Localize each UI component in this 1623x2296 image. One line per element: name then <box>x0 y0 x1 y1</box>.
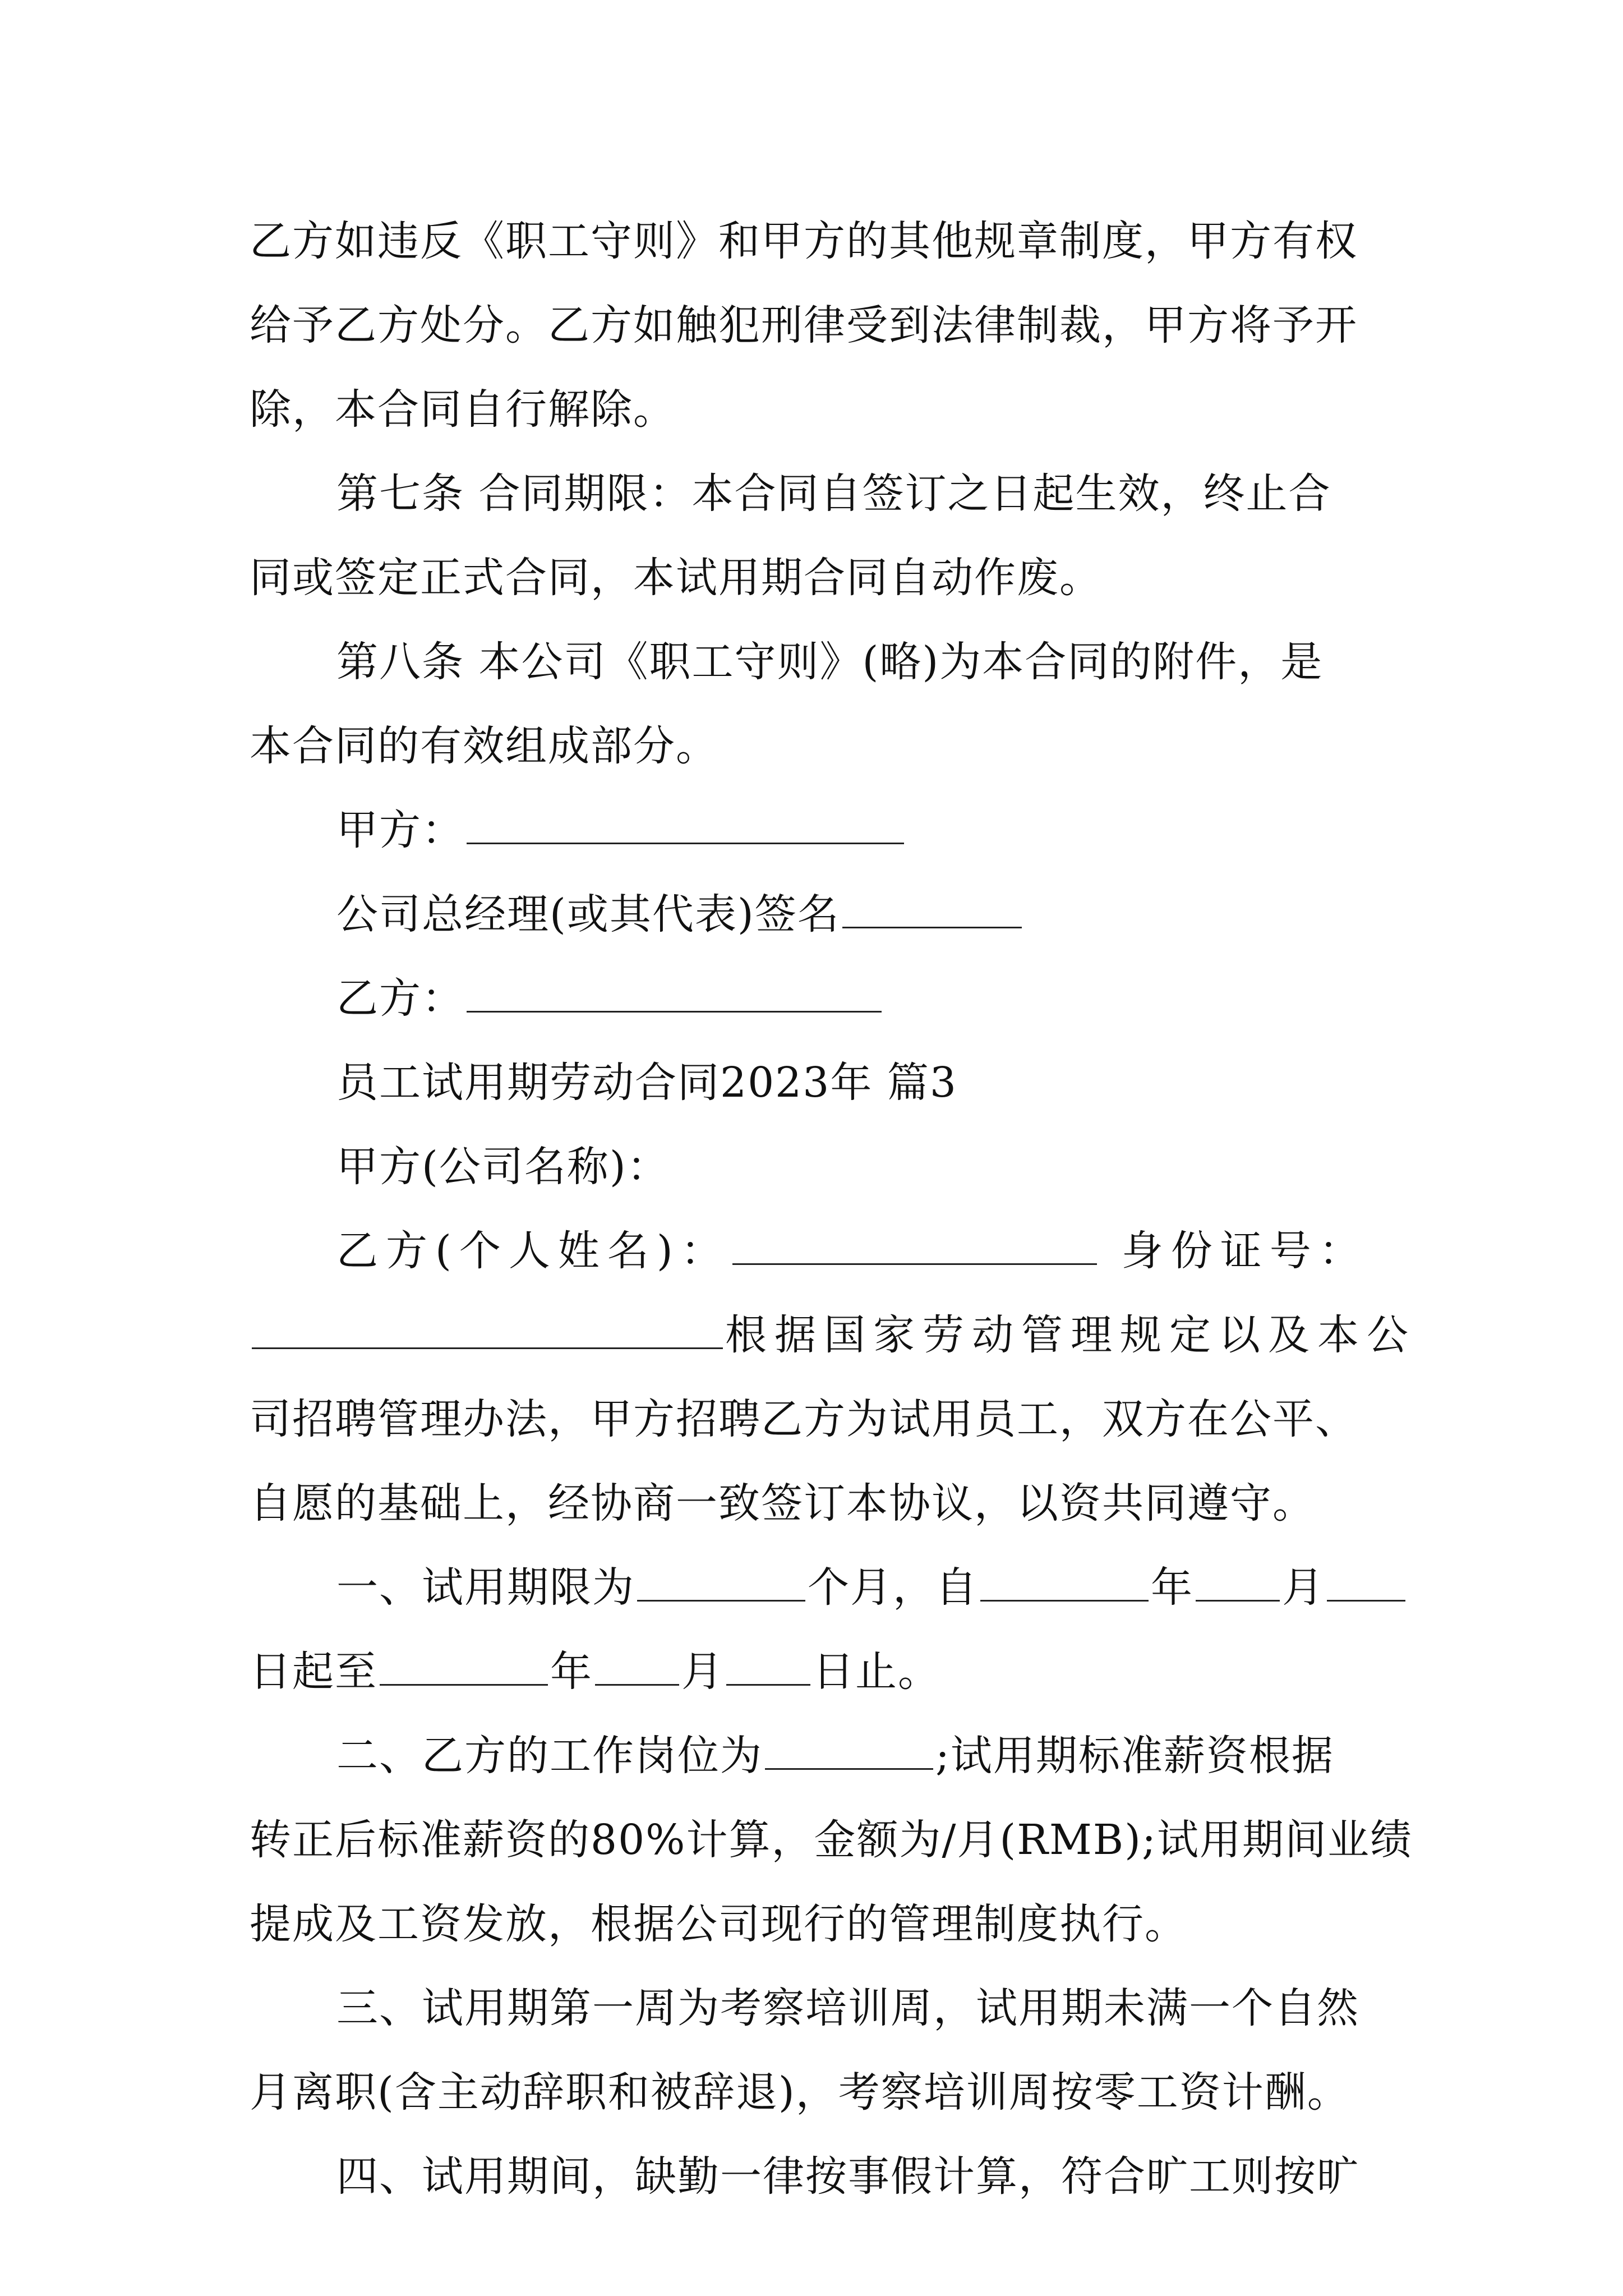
months-blank <box>637 1565 805 1602</box>
party-b-name-label: 乙方(个人姓名)： <box>336 1227 730 1275</box>
clause-text: 一、试用期限为 <box>336 1563 635 1612</box>
paragraph-line: 提成及工资发放，根据公司现行的管理制度执行。 <box>250 1900 1187 1948</box>
clause-text: 月 <box>681 1648 724 1696</box>
end-year-blank <box>380 1649 548 1686</box>
clause-1-line <box>250 1632 1382 1711</box>
clause-text: 二、乙方的工作岗位为 <box>336 1732 763 1780</box>
clause-text: 月 <box>1282 1563 1325 1612</box>
paragraph-line: 司招聘管理办法，甲方招聘乙方为试用员工，双方在公平、 <box>250 1395 1358 1443</box>
paragraph-line: 本合同的有效组成部分。 <box>250 722 718 770</box>
end-day-blank <box>726 1649 810 1686</box>
party-a-signature-line <box>336 791 1382 869</box>
position-blank <box>765 1733 933 1770</box>
section-heading: 员工试用期劳动合同2023年 篇3 <box>336 1059 957 1107</box>
party-b-signature-line <box>336 959 1382 1038</box>
paragraph-line: 同或签定正式合同，本试用期合同自动作废。 <box>250 554 1102 602</box>
manager-signature-label: 公司总经理(或其代表)签名 <box>336 890 840 938</box>
start-month-blank <box>1196 1565 1280 1602</box>
manager-signature-line <box>336 875 1382 954</box>
clause-text: 年 <box>1151 1563 1193 1612</box>
article-7-line: 第七条 合同期限：本合同自签订之日起生效，终止合 <box>336 470 1331 518</box>
party-b-blank <box>467 976 882 1013</box>
clause-text: 日起至 <box>250 1648 377 1696</box>
paragraph-line: 自愿的基础上，经协商一致签订本协议，以资共同遵守。 <box>250 1479 1315 1527</box>
manager-signature-blank <box>842 892 1022 928</box>
party-a-blank <box>467 808 904 844</box>
paragraph-line: 给予乙方处分。乙方如触犯刑律受到法律制裁，甲方将予开 <box>250 301 1358 349</box>
clause-text: 个月，自 <box>808 1563 978 1612</box>
paragraph-line: 转正后标准薪资的80%计算，金额为/月(RMB);试用期间业绩 <box>250 1816 1413 1864</box>
party-b-label: 乙方： <box>336 974 464 1023</box>
start-year-blank <box>980 1565 1149 1602</box>
id-number-blank <box>252 1313 723 1349</box>
paragraph-line: 月离职(含主动辞职和被辞退)，考察培训周按零工资计酬。 <box>250 2068 1350 2116</box>
clause-3-line: 三、试用期第一周为考察培训周，试用期未满一个自然 <box>336 1984 1359 2032</box>
end-month-blank <box>595 1649 679 1686</box>
clause-text: 日止。 <box>813 1648 940 1696</box>
party-a-company-line: 甲方(公司名称)： <box>336 1143 670 1191</box>
paragraph-text: 根据国家劳动管理规定以及本公 <box>725 1311 1416 1359</box>
paragraph-line: 除，本合同自行解除。 <box>250 385 676 434</box>
start-day-blank <box>1327 1565 1405 1602</box>
article-8-line: 第八条 本公司《职工守则》(略)为本合同的附件，是 <box>336 638 1324 686</box>
party-b-name-id-line <box>336 1212 1382 1290</box>
clause-1-line <box>336 1548 1382 1627</box>
clause-text: 年 <box>550 1648 593 1696</box>
id-number-label: 身份证号： <box>1121 1227 1368 1275</box>
paragraph-line: 乙方如违反《职工守则》和甲方的其他规章制度，甲方有权 <box>250 217 1358 265</box>
clause-4-line: 四、试用期间，缺勤一律按事假计算，符合旷工则按旷 <box>336 2152 1359 2201</box>
party-a-label: 甲方： <box>336 806 464 854</box>
clause-text: ;试用期标准薪资根据 <box>935 1732 1334 1780</box>
id-number-line <box>250 1296 1416 1374</box>
clause-2-line <box>336 1717 1382 1795</box>
party-b-name-blank <box>732 1228 1097 1265</box>
